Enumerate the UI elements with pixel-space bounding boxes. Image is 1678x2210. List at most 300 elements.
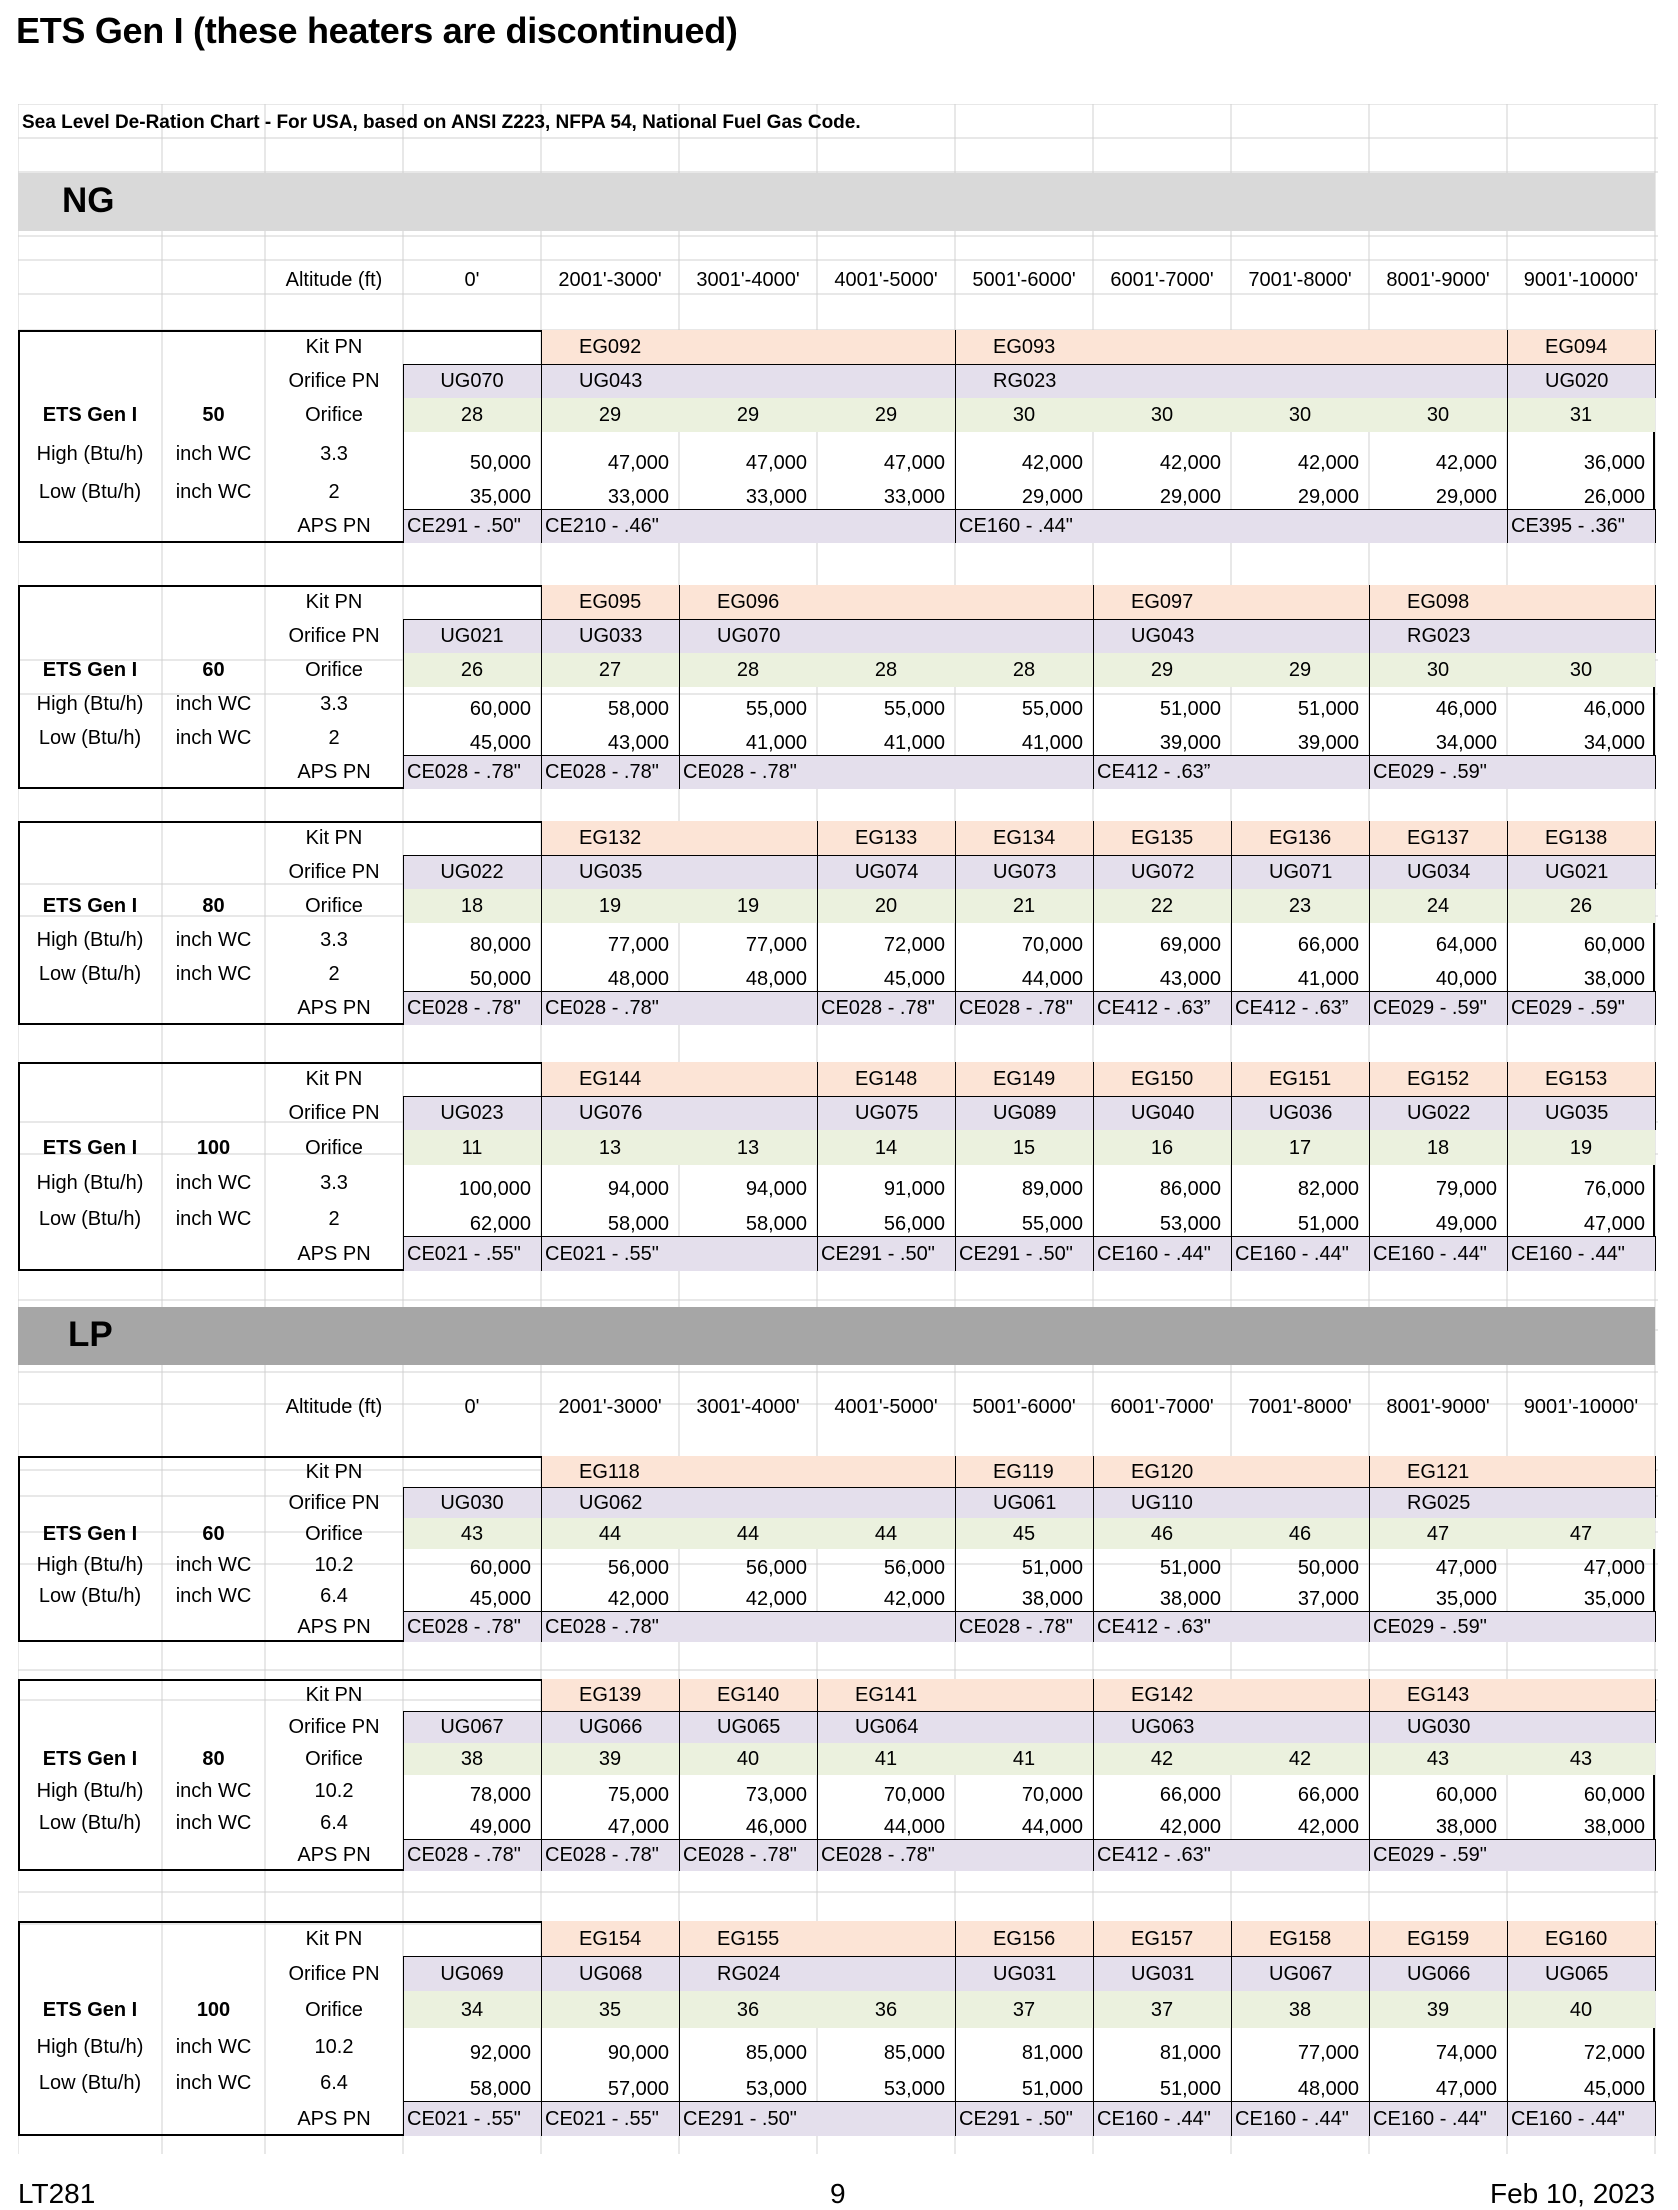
cell-border [817, 1096, 818, 1130]
low-btu-value: 42,000 [1297, 1816, 1359, 1838]
model-name: ETS Gen I [42, 1748, 138, 1770]
high-btu-value: 70,000 [1021, 1784, 1083, 1806]
cell-border [1231, 889, 1232, 991]
high-btu-value: 56,000 [745, 1557, 807, 1579]
cell-border [1655, 1711, 1656, 1743]
low-btu-value: 38,000 [1435, 1816, 1497, 1838]
low-pressure-value: 2 [328, 963, 340, 985]
aps-pn: CE395 - .36" [1511, 515, 1625, 537]
cell-border [1369, 1611, 1370, 1642]
high-btu-value: 42,000 [1159, 452, 1221, 474]
cell-border [541, 585, 542, 619]
aps-pn: CE412 - .63" [1097, 1615, 1211, 1638]
high-btu-value: 81,000 [1021, 2042, 1083, 2064]
low-btu-value: 49,000 [469, 1816, 531, 1838]
cell-border [1507, 330, 1508, 364]
cell-border [1655, 1096, 1656, 1130]
low-btu-value: 26,000 [1583, 486, 1645, 508]
cell-border [955, 821, 956, 855]
orifice-pn: UG061 [993, 1491, 1057, 1514]
high-btu-value: 74,000 [1435, 2042, 1497, 2064]
orifice-size: 44 [736, 1522, 760, 1545]
orifice-size: 19 [736, 895, 760, 917]
kit-pn: EG093 [993, 336, 1056, 358]
high-pressure-value: 10.2 [314, 1553, 354, 1576]
orifice-size: 31 [1569, 404, 1593, 426]
low-btu-value: 38,000 [1159, 1588, 1221, 1610]
low-btu-value: 47,000 [1583, 1213, 1645, 1235]
low-btu-value: 38,000 [1021, 1588, 1083, 1610]
pressure-unit: inch WC [175, 1553, 252, 1576]
row-label-orifice: Orifice [305, 1136, 363, 1159]
low-btu-value: 43,000 [607, 732, 669, 754]
pressure-unit: inch WC [175, 1812, 252, 1834]
cell-border [403, 619, 541, 620]
cell-border [679, 1711, 680, 1743]
low-btu-value: 51,000 [1159, 2078, 1221, 2100]
orifice-size: 37 [1150, 1998, 1174, 2021]
high-btu-value: 56,000 [883, 1557, 945, 1579]
low-btu-value: 44,000 [1021, 968, 1083, 990]
high-btu-value: 70,000 [1021, 934, 1083, 956]
aps-pn: CE160 - .44" [1373, 2107, 1487, 2130]
cell-border [1507, 1130, 1508, 1236]
cell-border [1655, 821, 1656, 855]
low-btu-value: 57,000 [607, 2078, 669, 2100]
orifice-pn: RG023 [993, 370, 1057, 392]
low-btu-value: 44,000 [883, 1816, 945, 1838]
kit-pn: EG151 [1269, 1068, 1332, 1090]
orifice-pn: UG072 [1131, 861, 1195, 883]
cell-border [1507, 1096, 1508, 1130]
cell-border [1231, 1956, 1232, 1991]
cell-border [1231, 821, 1232, 855]
cell-border [1093, 1130, 1094, 1236]
high-btu-value: 86,000 [1159, 1178, 1221, 1200]
cell-border [679, 755, 680, 789]
cell-border [541, 1711, 542, 1743]
cell-border [1369, 991, 1370, 1025]
high-btu-value: 46,000 [1583, 698, 1645, 720]
cell-border [1655, 1679, 1656, 1711]
cell-border [955, 1991, 956, 2101]
high-btu-value: 78,000 [469, 1784, 531, 1806]
row-label-orifice: Orifice [305, 404, 363, 426]
orifice-size: 13 [598, 1136, 622, 1159]
low-btu-value: 35,000 [1583, 1588, 1645, 1610]
low-btu-value: 45,000 [883, 968, 945, 990]
high-btu-value: 90,000 [607, 2042, 669, 2064]
low-btu-value: 51,000 [1021, 2078, 1083, 2100]
low-btu-value: 58,000 [745, 1213, 807, 1235]
cell-border [1369, 1991, 1370, 2101]
high-btu-value: 47,000 [883, 452, 945, 474]
orifice-size: 43 [1569, 1748, 1593, 1770]
orifice-pn: UG035 [1545, 1102, 1609, 1124]
row-label-orifice-pn: Orifice PN [288, 1102, 380, 1124]
low-btu-value: 29,000 [1435, 486, 1497, 508]
orifice-size: 41 [874, 1748, 898, 1770]
orifice-size: 29 [1288, 659, 1312, 681]
cell-border [541, 991, 542, 1025]
altitude-column-header: 3001'-4000' [696, 269, 800, 291]
model-name: ETS Gen I [42, 1522, 138, 1545]
high-btu-value: 75,000 [607, 1784, 669, 1806]
orifice-pn: RG024 [717, 1962, 781, 1985]
heater-size: 80 [202, 895, 225, 917]
low-btu-value: 41,000 [1297, 968, 1359, 990]
aps-pn: CE028 - .78" [407, 1844, 521, 1866]
cell-border [1507, 1236, 1508, 1271]
pressure-unit: inch WC [175, 727, 252, 749]
orifice-size: 28 [874, 659, 898, 681]
low-btu-value: 45,000 [469, 732, 531, 754]
cell-border [1655, 364, 1656, 398]
cell-border [1093, 1743, 1094, 1839]
row-label-aps: APS PN [297, 1844, 371, 1866]
low-btu-value: 38,000 [1583, 968, 1645, 990]
high-btu-value: 51,000 [1021, 1557, 1083, 1579]
cell-border [1655, 585, 1656, 619]
cell-border [1507, 1991, 1508, 2101]
orifice-pn: UG031 [993, 1962, 1057, 1985]
heater-size: 50 [202, 404, 225, 426]
orifice-pn: RG025 [1407, 1491, 1471, 1514]
high-pressure-value: 10.2 [314, 1780, 354, 1802]
cell-border [1507, 509, 1508, 543]
aps-pn: CE029 - .59" [1511, 997, 1625, 1019]
high-btu-value: 91,000 [883, 1178, 945, 1200]
orifice-size: 17 [1288, 1136, 1312, 1159]
low-btu-value: 35,000 [469, 486, 531, 508]
kit-pn: EG139 [579, 1684, 642, 1706]
cell-border [1369, 1456, 1370, 1487]
high-btu-value: 77,000 [607, 934, 669, 956]
row-label-kit: Kit PN [305, 1460, 363, 1483]
cell-border [1507, 398, 1508, 509]
cell-border [1507, 364, 1508, 398]
row-label-high: High (Btu/h) [36, 442, 144, 465]
orifice-size: 14 [874, 1136, 898, 1159]
high-btu-value: 82,000 [1297, 1178, 1359, 1200]
cell-border [403, 755, 1655, 756]
orifice-pn: UG065 [717, 1716, 781, 1738]
aps-pn: CE412 - .63” [1235, 997, 1349, 1019]
cell-border [955, 1518, 956, 1611]
cell-border [955, 1921, 956, 1956]
aps-pn: CE160 - .44" [959, 515, 1073, 537]
cell-border [679, 1839, 680, 1871]
high-pressure-value: 3.3 [320, 693, 348, 715]
orifice-size: 44 [874, 1522, 898, 1545]
orifice-pn: UG066 [579, 1716, 643, 1738]
altitude-column-header: 8001'-9000' [1386, 1396, 1490, 1418]
high-btu-value: 60,000 [1583, 1784, 1645, 1806]
cell-border [955, 1487, 956, 1518]
kit-pn: EG140 [717, 1684, 780, 1706]
row-label-aps: APS PN [297, 2107, 371, 2130]
cell-border [1369, 1236, 1370, 1271]
row-label-orifice: Orifice [305, 1522, 363, 1545]
cell-border [1369, 1518, 1370, 1611]
row-label-aps: APS PN [297, 1242, 371, 1265]
cell-border [1231, 1991, 1232, 2101]
row-label-orifice: Orifice [305, 895, 363, 917]
orifice-pn: UG074 [855, 861, 919, 883]
orifice-pn: UG063 [1131, 1716, 1195, 1738]
high-btu-value: 60,000 [469, 698, 531, 720]
cell-border [403, 619, 404, 789]
cell-border [817, 821, 818, 855]
kit-pn: EG154 [579, 1927, 642, 1950]
low-btu-value: 42,000 [607, 1588, 669, 1610]
low-pressure-value: 6.4 [320, 1812, 348, 1834]
high-btu-value: 50,000 [1297, 1557, 1359, 1579]
aps-pn: CE029 - .59" [1373, 1844, 1487, 1866]
cell-border [1093, 653, 1094, 755]
cell-border [679, 1921, 680, 1956]
cell-border [1507, 991, 1508, 1025]
low-btu-value: 41,000 [1021, 732, 1083, 754]
cell-border [1369, 1956, 1370, 1991]
orifice-pn: UG110 [1131, 1491, 1193, 1514]
cell-border [679, 2101, 680, 2136]
footer-date: Feb 10, 2023 [1490, 2178, 1656, 2209]
pressure-unit: inch WC [175, 929, 252, 951]
row-label-low: Low (Btu/h) [38, 2072, 142, 2094]
cell-border [403, 1096, 541, 1097]
cell-border [1507, 1062, 1508, 1096]
kit-pn: EG120 [1131, 1460, 1194, 1483]
altitude-column-header: 5001'-6000' [972, 1396, 1076, 1418]
high-btu-value: 72,000 [1583, 2042, 1645, 2064]
cell-border [1093, 619, 1094, 653]
orifice-size: 30 [1288, 404, 1312, 426]
kit-pn: EG160 [1545, 1927, 1608, 1950]
cell-border [541, 855, 542, 889]
kit-pn: EG097 [1131, 591, 1194, 613]
aps-pn: CE412 - .63” [1097, 997, 1211, 1019]
cell-border [1093, 1711, 1094, 1743]
cell-border [1093, 1679, 1094, 1711]
orifice-size: 35 [598, 1998, 622, 2021]
footer-page-number: 9 [830, 2178, 846, 2209]
aps-pn: CE291 - .50" [959, 1242, 1073, 1265]
orifice-pn: UG022 [440, 861, 504, 883]
row-label-orifice: Orifice [305, 1748, 363, 1770]
heater-size: 60 [202, 1522, 225, 1545]
high-pressure-value: 3.3 [320, 929, 348, 951]
row-label-kit: Kit PN [305, 1927, 363, 1950]
cell-border [955, 398, 956, 509]
row-label-kit: Kit PN [305, 591, 363, 613]
high-btu-value: 70,000 [883, 1784, 945, 1806]
cell-border [1655, 1456, 1656, 1487]
orifice-pn: UG022 [1407, 1102, 1471, 1124]
aps-pn: CE028 - .78" [683, 1844, 797, 1866]
high-pressure-value: 10.2 [314, 2035, 354, 2058]
cell-border [679, 1679, 680, 1711]
cell-border [541, 1130, 542, 1236]
orifice-size: 19 [1569, 1136, 1593, 1159]
cell-border [1369, 889, 1370, 991]
row-label-high: High (Btu/h) [36, 1172, 144, 1194]
cell-border [1231, 1236, 1232, 1271]
cell-border [541, 1456, 542, 1487]
cell-border [1655, 755, 1656, 789]
orifice-size: 37 [1012, 1998, 1036, 2021]
orifice-pn: UG030 [440, 1491, 504, 1514]
cell-border [1507, 855, 1508, 889]
cell-border [1655, 330, 1656, 364]
high-btu-value: 46,000 [1435, 698, 1497, 720]
row-label-high: High (Btu/h) [36, 929, 144, 951]
row-label-high: High (Btu/h) [36, 693, 144, 715]
kit-pn: EG094 [1545, 336, 1608, 358]
cell-border [1093, 889, 1094, 991]
high-btu-value: 55,000 [1021, 698, 1083, 720]
orifice-pn: UG066 [1407, 1962, 1471, 1985]
high-btu-value: 92,000 [469, 2042, 531, 2064]
low-pressure-value: 2 [328, 481, 340, 503]
high-btu-value: 66,000 [1297, 934, 1359, 956]
row-label-low: Low (Btu/h) [38, 1584, 142, 1607]
high-btu-value: 85,000 [745, 2042, 807, 2064]
kit-pn: EG159 [1407, 1927, 1470, 1950]
high-btu-value: 51,000 [1159, 698, 1221, 720]
aps-pn: CE028 - .78" [959, 997, 1073, 1019]
cell-border [817, 889, 818, 991]
cell-border [1369, 585, 1370, 619]
orifice-pn: UG073 [993, 861, 1057, 883]
kit-pn: EG133 [855, 827, 918, 849]
kit-pn: EG153 [1545, 1068, 1608, 1090]
cell-border [955, 509, 956, 543]
cell-border [1507, 889, 1508, 991]
altitude-label: Altitude (ft) [285, 269, 383, 291]
aps-pn: CE028 - .78" [407, 761, 521, 783]
low-btu-value: 55,000 [1021, 1213, 1083, 1235]
orifice-size: 30 [1012, 404, 1036, 426]
aps-pn: CE028 - .78" [821, 997, 935, 1019]
kit-pn: EG135 [1131, 827, 1194, 849]
cell-border [541, 1487, 1655, 1488]
chart-note: Sea Level De-Ration Chart - For USA, based on ANSI Z223, NFPA 54, National Fuel Gas Code. [22, 112, 861, 133]
altitude-column-header: 9001'-10000' [1523, 1396, 1639, 1418]
pressure-unit: inch WC [175, 1207, 252, 1230]
cell-border [1369, 1487, 1370, 1518]
kit-pn: EG138 [1545, 827, 1608, 849]
orifice-size: 21 [1012, 895, 1036, 917]
orifice-size: 27 [598, 659, 622, 681]
cell-border [1369, 1839, 1370, 1871]
aps-pn: CE291 - .50" [683, 2107, 797, 2130]
low-btu-value: 29,000 [1159, 486, 1221, 508]
low-btu-value: 46,000 [745, 1816, 807, 1838]
cell-border [1093, 755, 1094, 789]
high-btu-value: 94,000 [607, 1178, 669, 1200]
cell-border [1655, 1062, 1656, 1096]
orifice-size: 13 [736, 1136, 760, 1159]
orifice-size: 40 [1569, 1998, 1593, 2021]
orifice-size: 47 [1569, 1522, 1593, 1545]
cell-border [955, 1956, 956, 1991]
orifice-size: 39 [1426, 1998, 1450, 2021]
heater-size: 80 [202, 1748, 225, 1770]
cell-border [541, 1062, 542, 1096]
high-btu-value: 64,000 [1435, 934, 1497, 956]
pressure-unit: inch WC [175, 1584, 252, 1607]
high-btu-value: 58,000 [607, 698, 669, 720]
aps-pn: CE028 - .78" [821, 1844, 935, 1866]
low-btu-value: 56,000 [883, 1213, 945, 1235]
cell-border [403, 2101, 1655, 2102]
cell-border [541, 1096, 1655, 1097]
cell-border [1093, 1096, 1094, 1130]
row-label-orifice: Orifice [305, 1998, 363, 2021]
aps-pn: CE028 - .78" [683, 761, 797, 783]
row-label-aps: APS PN [297, 1615, 371, 1638]
cell-border [1093, 1956, 1094, 1991]
high-btu-value: 47,000 [607, 452, 669, 474]
high-btu-value: 55,000 [745, 698, 807, 720]
orifice-size: 46 [1150, 1522, 1174, 1545]
cell-border [541, 1839, 542, 1871]
altitude-column-header: 6001'-7000' [1110, 1396, 1214, 1418]
cell-border [1655, 991, 1656, 1025]
high-btu-value: 51,000 [1297, 698, 1359, 720]
low-btu-value: 42,000 [745, 1588, 807, 1610]
cell-border [1369, 1062, 1370, 1096]
orifice-size: 43 [1426, 1748, 1450, 1770]
aps-pn: CE160 - .44" [1511, 1242, 1625, 1265]
orifice-pn: UG076 [579, 1102, 643, 1124]
cell-border [1655, 855, 1656, 889]
cell-border [1093, 1991, 1094, 2101]
low-btu-value: 53,000 [745, 2078, 807, 2100]
cell-border [1369, 1096, 1370, 1130]
cell-border [1093, 1236, 1094, 1271]
high-btu-value: 85,000 [883, 2042, 945, 2064]
cell-border [403, 855, 541, 856]
orifice-pn: UG062 [579, 1491, 643, 1514]
cell-border [541, 2101, 542, 2136]
orifice-size: 46 [1288, 1522, 1312, 1545]
high-btu-value: 60,000 [1435, 1784, 1497, 1806]
orifice-pn: UG071 [1269, 861, 1333, 883]
high-btu-value: 69,000 [1159, 934, 1221, 956]
orifice-size: 29 [874, 404, 898, 426]
cell-border [541, 364, 542, 398]
cell-border [403, 1487, 404, 1642]
orifice-size: 15 [1012, 1136, 1036, 1159]
cell-border [541, 821, 542, 855]
low-btu-value: 48,000 [607, 968, 669, 990]
high-btu-value: 66,000 [1297, 1784, 1359, 1806]
high-btu-value: 47,000 [1583, 1557, 1645, 1579]
aps-pn: CE021 - .55" [545, 2107, 659, 2130]
aps-pn: CE160 - .44" [1235, 2107, 1349, 2130]
kit-pn: EG148 [855, 1068, 918, 1090]
aps-pn: CE028 - .78" [545, 997, 659, 1019]
orifice-size: 47 [1426, 1522, 1450, 1545]
cell-border [541, 1611, 542, 1642]
cell-border [541, 1956, 1655, 1957]
cell-border [403, 991, 1655, 992]
cell-border [541, 1743, 542, 1839]
high-btu-value: 60,000 [469, 1557, 531, 1579]
cell-border [403, 364, 541, 365]
